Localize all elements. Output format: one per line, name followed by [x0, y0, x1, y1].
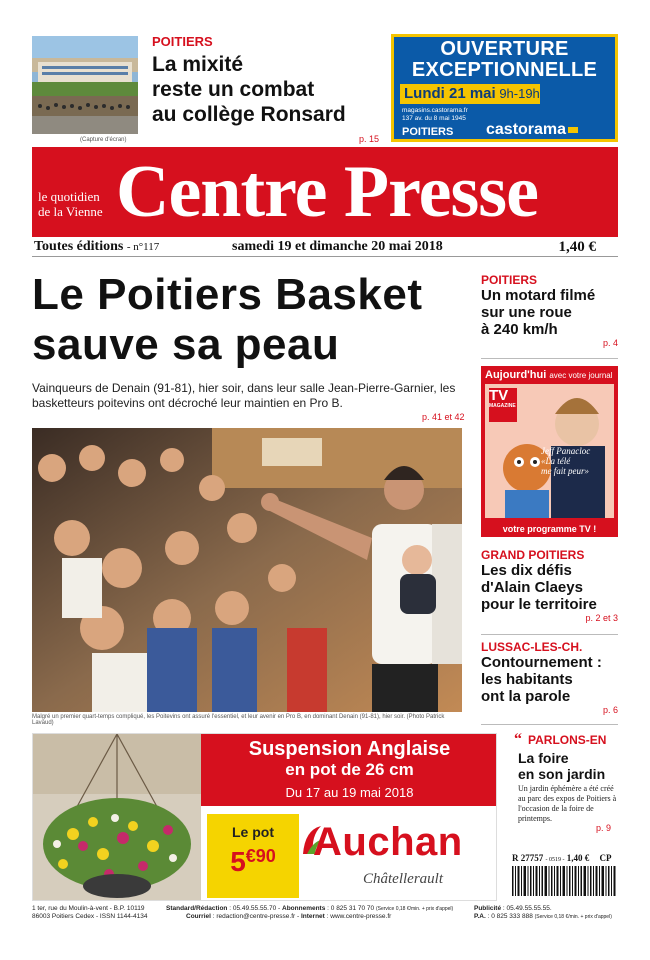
quote-icon: “ — [514, 731, 522, 748]
story-claeys-title — [481, 562, 618, 613]
castorama-logo — [486, 121, 578, 139]
story-lussac-kicker: LUSSAC-LES-CH. — [481, 640, 583, 654]
story-lussac-title-line: les habitants — [481, 671, 573, 688]
footer-pub: : 05.49.55.55.55. — [502, 905, 552, 912]
footer-pa-label: P.A. — [474, 913, 486, 920]
castorama-headline-1: OUVERTURE — [440, 38, 569, 60]
footer-abo: : 0 825 31 70 70 — [327, 905, 375, 912]
masthead-tagline — [38, 189, 103, 219]
footer-contacts-line-2 — [166, 913, 466, 921]
auchan-price-label: Le pot — [232, 824, 274, 840]
barcode-text — [512, 853, 612, 863]
story-claeys-title-line: pour le territoire — [481, 596, 597, 613]
barcode-price: 1,40 € — [566, 853, 590, 863]
barcode-sub: - 0519 - — [545, 857, 565, 863]
auchan-product-size: en pot de 26 cm — [285, 760, 414, 779]
auchan-brand: Auchan — [313, 820, 463, 864]
footer-address — [32, 905, 162, 921]
barcode-icon — [512, 866, 616, 896]
teaser-title-line: au collège Ronsard — [152, 103, 346, 126]
castorama-website: magasins.castorama.fr — [402, 107, 468, 114]
auchan-product: Suspension Anglaise — [248, 738, 451, 760]
story-motard[interactable] — [481, 273, 618, 348]
footer-abo-label: Abonnements — [282, 905, 326, 912]
teaser-title-line: reste un combat — [152, 78, 315, 101]
tv-promo-with: avec votre journal — [549, 371, 613, 380]
tv-mag-logo — [489, 388, 516, 409]
footer-pub-label: Publicité — [474, 905, 502, 912]
footer-courriel[interactable]: : redaction@centre-presse.fr - — [212, 913, 300, 920]
tv-cover-text-line: Jeff Panacloc — [541, 446, 591, 456]
parlons-kicker: PARLONS-EN — [528, 733, 607, 747]
main-photo-caption: Malgré un premier quart-temps compliqué, les Poitevins ont assuré l'essentiel, et leur avenir en Pro B, en dominant Denain (91-81), hier soir. (Photo Patrick Lavaud) — [32, 714, 445, 726]
story-lussac-title — [481, 654, 618, 705]
footer-contacts — [166, 905, 466, 921]
footer-abo-note: (Service 0,18 €/min. + prix d'appel) — [375, 906, 454, 912]
teaser-photo-caption: (Capture d'écran) — [80, 137, 127, 143]
main-headline-line: sauve sa peau — [32, 320, 340, 369]
castorama-headline-2: EXCEPTIONNELLE — [411, 59, 598, 81]
auchan-flower-photo — [33, 734, 201, 900]
footer-internet-label: Internet — [300, 913, 325, 920]
story-claeys-title-line: Les dix défis — [481, 562, 572, 579]
story-motard-title — [481, 287, 618, 338]
story-lussac-title-line: Contournement : — [481, 654, 602, 671]
story-motard-title-line: Un motard filmé — [481, 287, 596, 304]
issue-date: samedi 19 et dimanche 20 mai 2018 — [232, 239, 443, 254]
edition-name: Toutes éditions — [34, 239, 124, 254]
teaser-page-ref: p. 15 — [359, 134, 380, 144]
auchan-ad[interactable] — [32, 733, 497, 901]
footer-pa: : 0 825 333 888 — [487, 913, 533, 920]
tv-promo-header — [485, 369, 613, 381]
issue-number: - n°117 — [126, 241, 160, 253]
auchan-price-dec: €90 — [245, 846, 276, 866]
footer-standard: : 05.49.55.55.70 - — [229, 905, 281, 912]
castorama-headline — [394, 39, 615, 81]
story-motard-page: p. 4 — [602, 338, 618, 348]
teaser-title-line: La mixité — [152, 53, 244, 76]
barcode-cp: CP — [599, 853, 612, 863]
parlons-page: p. 9 — [596, 823, 612, 833]
edition-bar — [32, 239, 618, 257]
tv-mag-logo-2: MAGAZINE — [489, 403, 516, 409]
story-lussac-title-line: ont la parole — [481, 688, 571, 705]
divider — [481, 634, 618, 635]
footer-pa-note: (Service 0,18 €/min. + prix d'appel) — [534, 914, 612, 920]
story-motard-title-line: sur une roue — [481, 304, 572, 321]
tv-promo-today: Aujourd'hui — [485, 369, 547, 381]
auchan-city: Châtellerault — [363, 871, 443, 887]
footer-ads-line-2 — [474, 913, 624, 921]
castorama-brand: castorama — [486, 121, 567, 138]
footer-contacts-line-1 — [166, 905, 466, 913]
auchan-dates: Du 17 au 19 mai 2018 — [285, 785, 414, 800]
divider — [481, 358, 618, 359]
main-lede: Vainqueurs de Denain (91-81), hier soir, dans leur salle Jean-Pierre-Garnier, les basketteurs poitevins ont décroché leur maintien en Pro B. — [32, 381, 456, 410]
castorama-hours: 9h-19h — [499, 86, 540, 101]
auchan-price — [207, 846, 299, 878]
divider — [481, 724, 618, 725]
tv-promo-footer: votre programme TV ! — [502, 524, 597, 534]
castorama-ad[interactable] — [391, 34, 618, 142]
castorama-city: POITIERS — [402, 126, 454, 138]
story-motard-title-line: à 240 km/h — [481, 321, 558, 338]
story-claeys-kicker: GRAND POITIERS — [481, 548, 585, 562]
issue-price: 1,40 € — [558, 239, 596, 255]
parlons-title-line: en son jardin — [518, 766, 606, 782]
auchan-price-int: 5 — [230, 846, 246, 877]
story-lussac[interactable] — [481, 640, 618, 715]
main-headline[interactable] — [32, 270, 472, 370]
footer-ads — [474, 905, 624, 921]
tv-cover-text — [541, 446, 590, 476]
tv-cover-text-line: «La télé — [541, 456, 571, 466]
story-claeys-page: p. 2 et 3 — [585, 613, 618, 623]
tv-mag-logo-1: TV — [489, 387, 509, 404]
main-page-ref: p. 41 et 42 — [422, 412, 465, 422]
footer-ads-line-1 — [474, 905, 624, 913]
footer-courriel-label: Courriel — [186, 913, 211, 920]
masthead-tagline-2: de la Vienne — [38, 204, 103, 219]
auchan-price-box — [207, 814, 299, 898]
teaser-photo — [32, 36, 138, 134]
edition-info — [34, 239, 159, 255]
masthead-tagline-1: le quotidien — [38, 189, 100, 204]
footer-internet[interactable]: : www.centre-presse.fr — [326, 913, 392, 920]
teaser-kicker: POITIERS — [152, 34, 213, 49]
castorama-logo-mark-icon — [568, 127, 578, 133]
story-claeys[interactable] — [481, 548, 618, 623]
barcode-code: R 27757 — [512, 853, 544, 863]
auchan-banner — [201, 734, 497, 806]
story-lussac-page: p. 6 — [602, 705, 618, 715]
parlons-title-line: La foire — [518, 750, 569, 766]
footer-address-line: 86003 Poitiers Cedex - ISSN 1144-4134 — [32, 913, 148, 920]
footer-standard-label: Standard/Rédaction — [166, 905, 228, 912]
story-claeys-title-line: d'Alain Claeys — [481, 579, 583, 596]
castorama-date — [400, 84, 540, 104]
main-headline-line: Le Poitiers Basket — [32, 270, 423, 319]
parlons-title[interactable] — [518, 750, 628, 782]
tv-cover-text-line: me fait peur» — [541, 466, 589, 476]
main-photo — [32, 428, 462, 712]
teaser-title[interactable] — [152, 52, 382, 127]
footer-address-line: 1 ter, rue du Moulin-à-vent - B.P. 10119 — [32, 905, 145, 912]
masthead[interactable] — [32, 147, 618, 237]
story-motard-kicker: POITIERS — [481, 273, 538, 287]
castorama-date-day: Lundi 21 mai — [404, 85, 496, 102]
castorama-street: 137 av. du 8 mai 1945 — [402, 115, 466, 122]
masthead-title: Centre Presse — [116, 151, 538, 233]
tv-magazine-promo[interactable] — [481, 366, 618, 537]
parlons-text: Un jardin éphémère a été créé au parc des expos de Poitiers à l'occasion de la foire de printemps. — [518, 784, 617, 823]
